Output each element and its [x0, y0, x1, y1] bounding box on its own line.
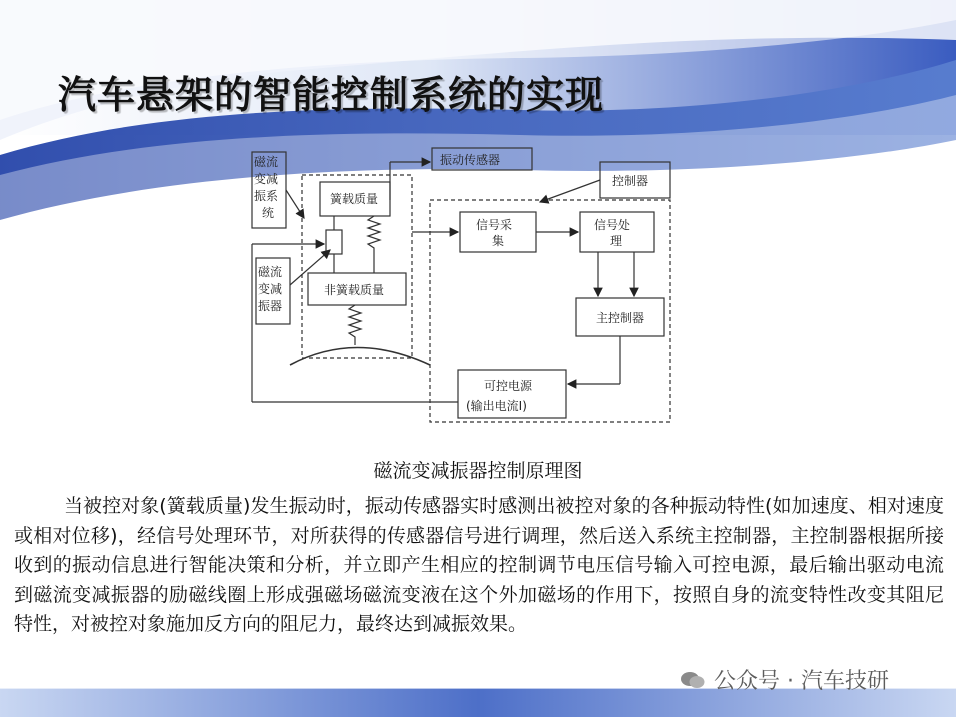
slide-title: 汽车悬架的智能控制系统的实现 — [58, 73, 605, 117]
svg-text:理: 理 — [610, 234, 623, 248]
svg-text:主控制器: 主控制器 — [596, 311, 645, 325]
damper-control-diagram — [240, 140, 680, 430]
svg-text:(输出电流I): (输出电流I) — [466, 399, 527, 413]
svg-text:变减: 变减 — [254, 172, 279, 186]
svg-text:振动传感器: 振动传感器 — [440, 153, 501, 167]
body-paragraph: 当被控对象(簧载质量)发生振动时，振动传感器实时感测出被控对象的各种振动特性(如加速度、相对速度或相对位移)，经信号处理环节，对所获得的传感器信号进行调理，然后送入系统主控制器，主控制器根据所接收到的振动信息进行智能决策和分析，并立即产生相应的控制调节电压信号输入可控电源，最后输出驱动电流到磁流变减振器的励磁线圈上形成强磁场磁流变液在这个外加磁场的作用下，按照自身的流变特性改变其阻尼特性，对被控对象施加反方向的阻尼力，最终达到减振效果。 — [14, 495, 944, 635]
svg-text:控制器: 控制器 — [612, 174, 649, 188]
svg-text:统: 统 — [262, 206, 275, 220]
diagram-caption: 磁流变减振器控制原理图 — [373, 460, 583, 482]
svg-text:非簧载质量: 非簧载质量 — [324, 283, 385, 297]
svg-text:磁流: 磁流 — [254, 155, 279, 169]
svg-text:簧载质量: 簧载质量 — [330, 192, 379, 206]
chat-bubble-icon — [680, 670, 706, 690]
svg-text:变减: 变减 — [258, 282, 283, 296]
svg-text:振系: 振系 — [254, 189, 279, 203]
svg-text:信号处: 信号处 — [594, 218, 631, 232]
watermark — [680, 664, 889, 695]
svg-text:振器: 振器 — [258, 299, 283, 313]
svg-text:信号采: 信号采 — [476, 218, 513, 232]
svg-text:集: 集 — [492, 234, 505, 248]
svg-text:可控电源: 可控电源 — [484, 379, 533, 393]
watermark-text: 公众号 · 汽车技研 — [714, 669, 889, 694]
svg-text:磁流: 磁流 — [258, 265, 283, 279]
